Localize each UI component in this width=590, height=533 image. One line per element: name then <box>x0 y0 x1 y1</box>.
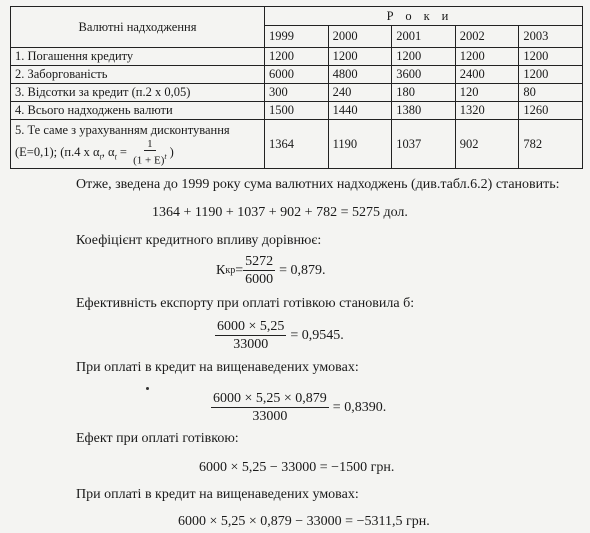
value-cell: 1260 <box>519 102 583 120</box>
discount-text-d: ) <box>169 144 174 159</box>
value-cell: 3600 <box>392 66 456 84</box>
year-cell: 2003 <box>519 26 583 48</box>
equation-cash-effect: 6000 × 5,25 − 33000 = −1500 грн. <box>199 460 395 475</box>
equals-sign: = <box>235 262 244 278</box>
fraction-numerator: 5272 <box>245 254 274 269</box>
table-row <box>11 84 583 102</box>
table-row <box>11 48 583 66</box>
fraction-denominator <box>131 151 168 167</box>
row-label: 4. Всього надходжень валюти <box>11 102 265 120</box>
equation-sum: 1364 + 1190 + 1037 + 902 + 782 = 5275 дол. <box>152 205 408 220</box>
year-cell: 1999 <box>265 26 329 48</box>
equation-credit-coefficient <box>216 253 326 288</box>
paragraph-sum-intro: Отже, зведена до 1999 року сума валютних надходжень (див.табл.6.2) становить: <box>76 177 560 192</box>
discount-fraction <box>131 139 168 167</box>
year-cell: 2001 <box>392 26 456 48</box>
paragraph-cash-efficiency: Ефективність експорту при оплаті готівкою становила б: <box>76 296 415 311</box>
currency-income-table <box>10 6 583 169</box>
row-label: 3. Відсотки за кредит (п.2 х 0,05) <box>11 84 265 102</box>
efficiency-fraction <box>215 318 286 353</box>
value-cell: 902 <box>455 120 519 169</box>
row-label: 2. Заборгованість <box>11 66 265 84</box>
discount-text-c: = <box>116 144 131 159</box>
value-cell: 120 <box>455 84 519 102</box>
years-caption: Роки <box>265 7 583 26</box>
value-cell: 1037 <box>392 120 456 169</box>
equation-credit-effect: 6000 × 5,25 × 0,879 − 33000 = −5311,5 грн. <box>178 514 430 529</box>
value-cell: 80 <box>519 84 583 102</box>
value-cell: 1190 <box>328 120 392 169</box>
coef-subscript: кр <box>225 265 236 276</box>
value-cell: 4800 <box>328 66 392 84</box>
fraction-denominator-text: (1 + E) <box>133 154 165 167</box>
table-header-label: Валютні надходження <box>11 7 265 48</box>
paragraph-credit-effect: При оплаті в кредит на вищенаведених умовах: <box>76 487 359 502</box>
year-cell: 2002 <box>455 26 519 48</box>
discount-line-2 <box>15 138 174 167</box>
alpha-subscript: t <box>114 152 117 162</box>
value-cell: 240 <box>328 84 392 102</box>
fraction-denominator: 33000 <box>233 337 269 352</box>
value-cell: 300 <box>265 84 329 102</box>
value-cell: 1200 <box>519 48 583 66</box>
year-cell: 2000 <box>328 26 392 48</box>
row-label: 1. Погашення кредиту <box>11 48 265 66</box>
fraction-denominator: 33000 <box>252 409 288 424</box>
table-row-discounted <box>11 120 583 169</box>
fraction-numerator: 6000 × 5,25 × 0,879 <box>213 391 327 406</box>
discount-text-a: (Е=0,1); (п.4 х α <box>15 144 100 159</box>
power-superscript: t <box>164 152 167 161</box>
value-cell: 1200 <box>328 48 392 66</box>
discount-text-b: , α <box>101 144 115 159</box>
value-cell: 1200 <box>455 48 519 66</box>
coef-symbol: К <box>216 262 226 278</box>
value-cell: 6000 <box>265 66 329 84</box>
equation-result: = 0,9545. <box>290 327 344 343</box>
table-row <box>11 66 583 84</box>
fraction-numerator: 1 <box>144 139 156 151</box>
value-cell: 180 <box>392 84 456 102</box>
paragraph-cash-effect: Ефект при оплаті готівкою: <box>76 431 239 446</box>
equation-result: = 0,879. <box>279 262 326 278</box>
value-cell: 2400 <box>455 66 519 84</box>
fraction-numerator: 6000 × 5,25 <box>217 319 285 334</box>
equation-credit-efficiency <box>211 390 386 425</box>
equation-result: = 0,8390. <box>332 399 387 415</box>
value-cell: 782 <box>519 120 583 169</box>
value-cell: 1200 <box>265 48 329 66</box>
bullet-dot <box>146 387 149 390</box>
table-row <box>11 102 583 120</box>
fraction-denominator: 6000 <box>245 272 274 287</box>
row-label-discounted <box>11 120 265 169</box>
value-cell: 1200 <box>519 66 583 84</box>
discount-line-1: 5. Те саме з урахуванням дисконтування <box>15 123 230 137</box>
coef-fraction <box>243 253 275 288</box>
paragraph-credit-coefficient: Коефіцієнт кредитного впливу дорівнює: <box>76 233 322 248</box>
value-cell: 1440 <box>328 102 392 120</box>
value-cell: 1200 <box>392 48 456 66</box>
efficiency-fraction <box>211 390 329 425</box>
value-cell: 1364 <box>265 120 329 169</box>
value-cell: 1320 <box>455 102 519 120</box>
paragraph-credit-terms: При оплаті в кредит на вищенаведених умовах: <box>76 360 359 375</box>
equation-cash-efficiency <box>215 318 344 353</box>
alpha-subscript: t <box>99 152 102 162</box>
value-cell: 1380 <box>392 102 456 120</box>
value-cell: 1500 <box>265 102 329 120</box>
